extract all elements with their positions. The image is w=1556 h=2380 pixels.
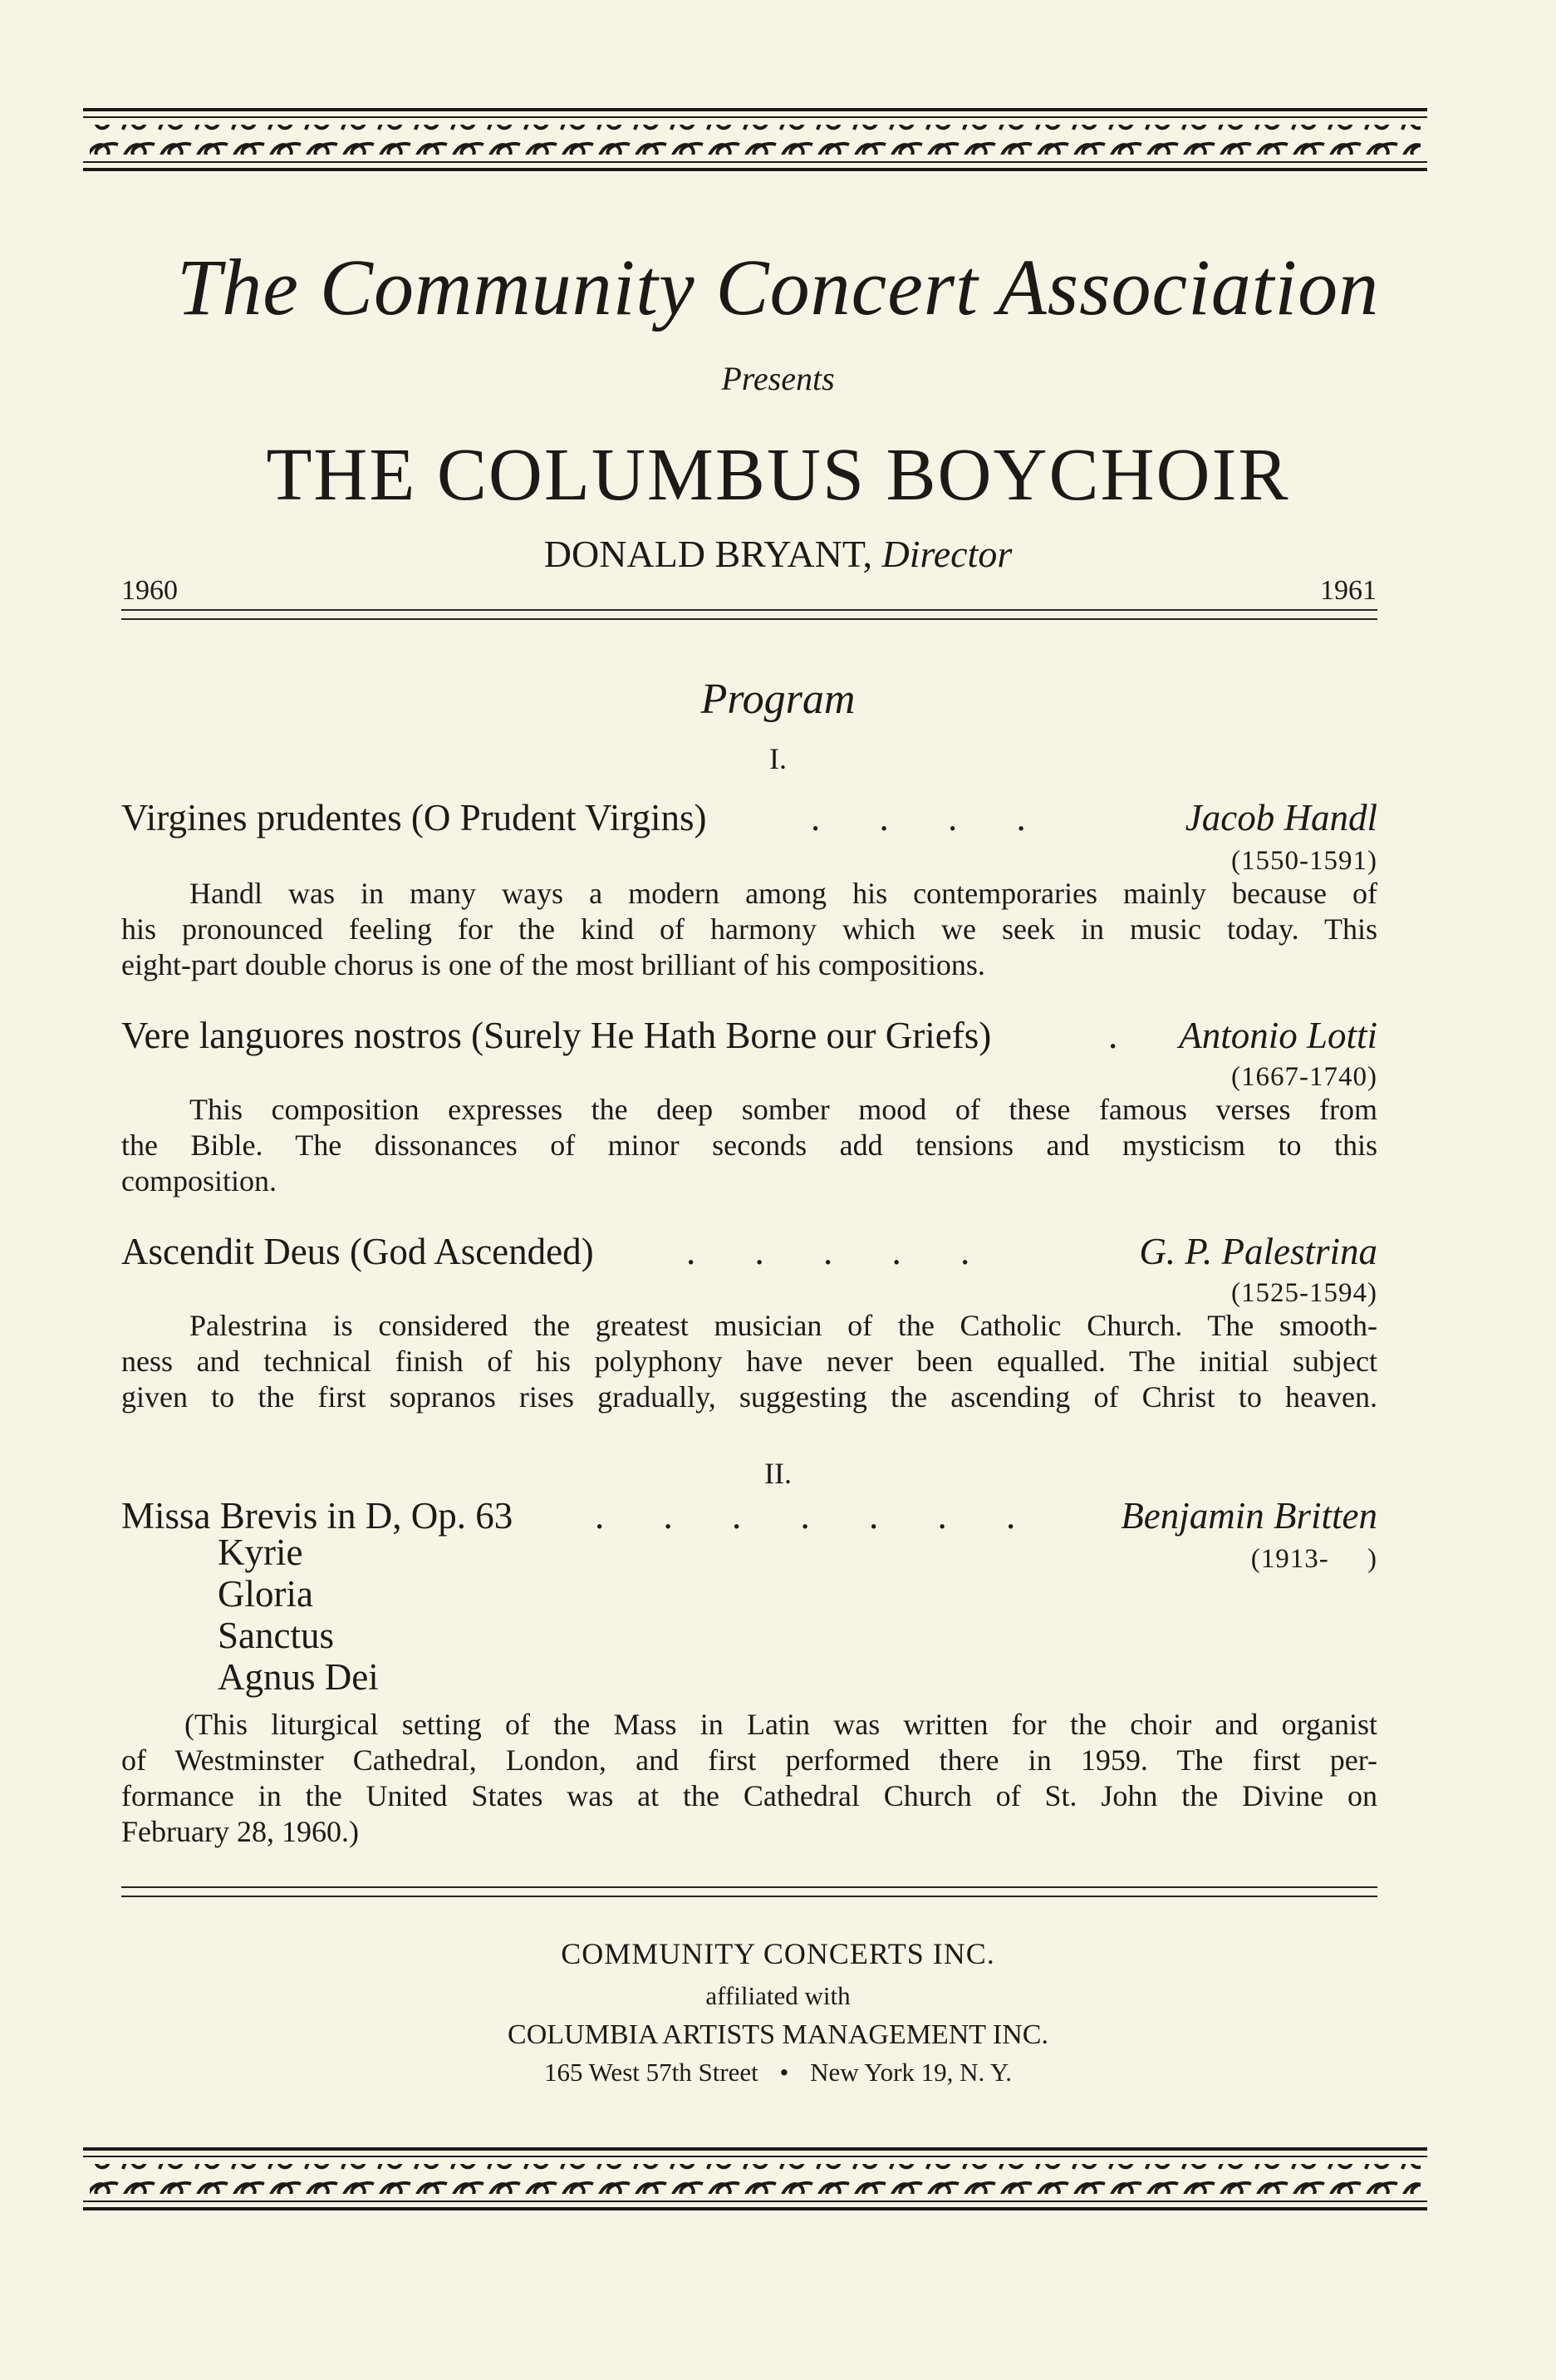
dot-leader: .: [1108, 1015, 1143, 1056]
description-line: given to the first sopranos rises gradually, suggesting the ascending of Christ to heaven.: [121, 1380, 1377, 1414]
composer-name: Antonio Lotti: [1179, 1015, 1377, 1056]
description-line: formance in the United States was at the Cathedral Church of St. John the Divine on: [121, 1779, 1377, 1812]
chain-border-icon: [83, 2146, 1427, 2212]
composer-dates: (1525-1594): [1231, 1278, 1377, 1308]
footer-affiliation: affiliated with: [705, 1981, 851, 2010]
piece-description: [121, 1707, 1377, 1850]
description-line: of Westminster Cathedral, London, and first performed there in 1959. The first per-: [121, 1743, 1377, 1777]
description-line: eight-part double chorus is one of the most brilliant of his compositions.: [121, 948, 985, 981]
description-line: This composition expresses the deep somber mood of these famous verses from: [189, 1093, 1377, 1126]
season-end-year: 1961: [1320, 575, 1377, 606]
header-double-rule: [121, 609, 1377, 620]
composer-dates: (1913- ): [1250, 1544, 1377, 1574]
movement-gloria: Gloria: [218, 1573, 313, 1615]
performer-title: THE COLUMBUS BOYCHOIR: [266, 434, 1290, 516]
director-title: Director: [881, 533, 1013, 575]
composer-dates: (1667-1740): [1231, 1062, 1377, 1092]
section-numeral-two: II.: [764, 1457, 792, 1490]
movement-sanctus: Sanctus: [218, 1615, 334, 1656]
piece-title: Vere languores nostros (Surely He Hath Borne our Griefs): [121, 1015, 992, 1056]
address-street: 165 West 57th Street: [543, 2058, 758, 2087]
dot-leader: . . . . .: [686, 1231, 995, 1272]
presents-label: Presents: [721, 360, 835, 397]
composer-name: Jacob Handl: [1185, 797, 1377, 838]
composer-dates: (1550-1591): [1231, 846, 1377, 876]
piece-title: Virgines prudentes (O Prudent Virgins): [121, 797, 707, 838]
chain-border-icon: [83, 106, 1427, 173]
address-city: New York 19, N. Y.: [810, 2058, 1013, 2087]
movement-kyrie: Kyrie: [218, 1532, 303, 1573]
description-line: the Bible. The dissonances of minor seconds add tensions and mysticism to this: [121, 1129, 1377, 1162]
section-numeral-one: I.: [769, 742, 787, 775]
piece-description: [121, 876, 1377, 983]
piece-title: Missa Brevis in D, Op. 63: [121, 1495, 513, 1537]
description-line: composition.: [121, 1164, 277, 1197]
program-title: Program: [700, 676, 856, 723]
composer-name: G. P. Palestrina: [1139, 1231, 1377, 1272]
dot-leader: . . . .: [811, 797, 1051, 838]
piece-description: [121, 1308, 1377, 1415]
season-start-year: 1960: [121, 575, 178, 606]
piece-description: [121, 1092, 1377, 1199]
footer-address: [0, 2058, 1556, 2087]
movement-agnus-dei: Agnus Dei: [218, 1656, 379, 1698]
footer-double-rule: [121, 1886, 1377, 1897]
footer-management: COLUMBIA ARTISTS MANAGEMENT INC.: [508, 2019, 1048, 2050]
bottom-ornamental-border: [83, 2146, 1427, 2212]
description-line: Handl was in many ways a modern among his contemporaries mainly because of: [189, 877, 1377, 910]
top-ornamental-border: [83, 106, 1427, 173]
description-line: his pronounced feeling for the kind of harmony which we seek in music today. This: [121, 912, 1377, 946]
piece-title: Ascendit Deus (God Ascended): [121, 1231, 594, 1272]
bullet-separator-icon: •: [779, 2058, 789, 2087]
description-line: ness and technical finish of his polyphony have never been equalled. The initial subject: [121, 1345, 1377, 1378]
description-line: February 28, 1960.): [121, 1815, 359, 1848]
description-line: (This liturgical setting of the Mass in Latin was written for the choir and organist: [184, 1708, 1377, 1741]
dot-leader: . . . . . . .: [595, 1495, 1041, 1537]
director-name: DONALD BRYANT,: [543, 533, 873, 575]
organization-title: The Community Concert Association: [176, 243, 1380, 332]
footer-company: COMMUNITY CONCERTS INC.: [561, 1937, 995, 1970]
composer-name: Benjamin Britten: [1121, 1495, 1377, 1537]
director-line: [0, 532, 1556, 576]
description-line: Palestrina is considered the greatest musician of the Catholic Church. The smooth-: [189, 1309, 1377, 1342]
